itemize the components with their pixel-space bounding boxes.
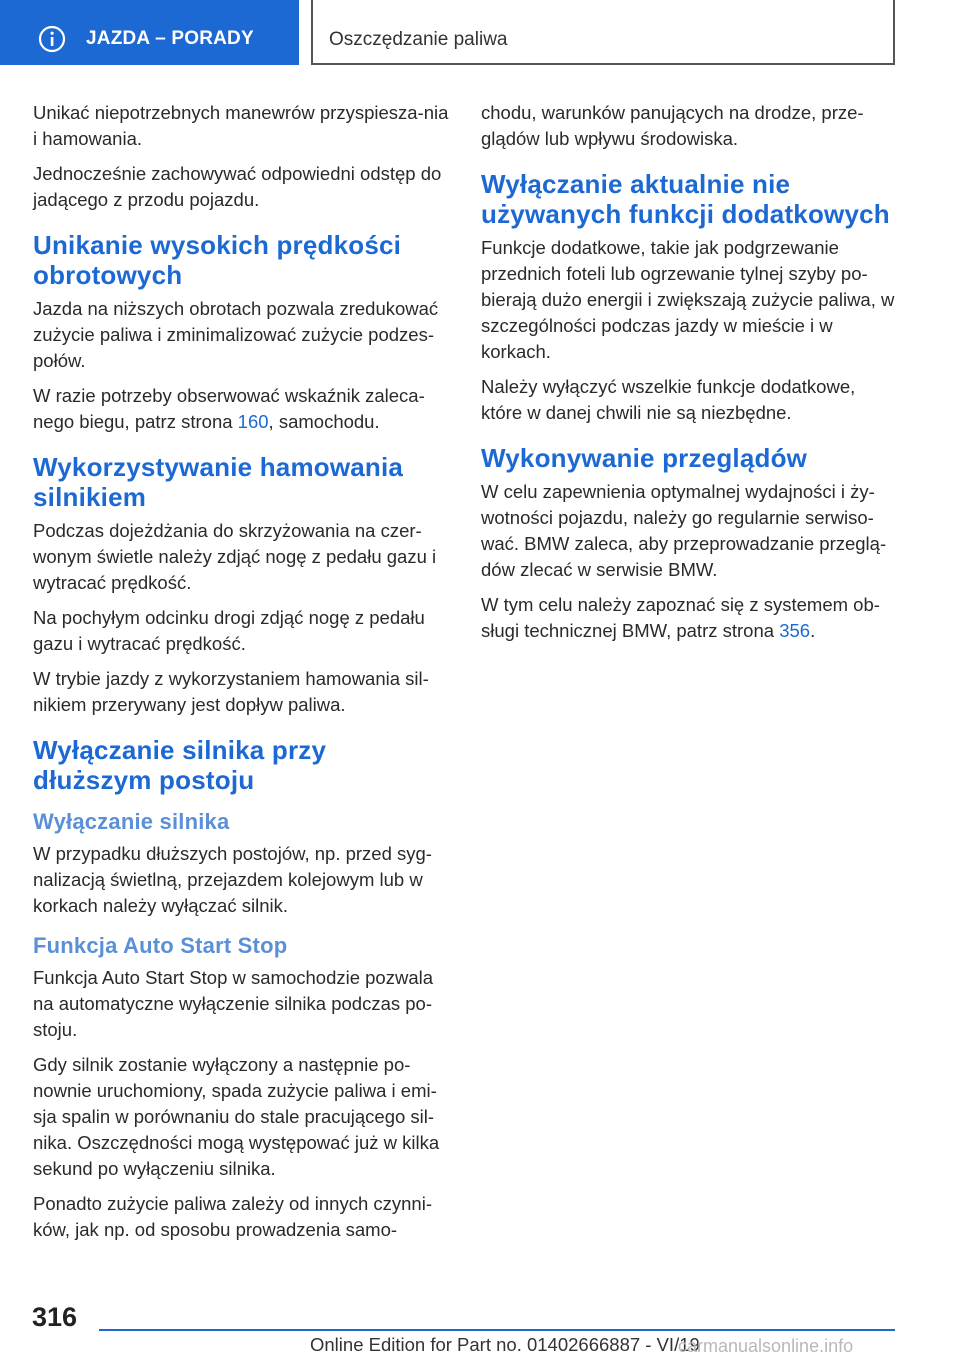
paragraph-service-link xyxy=(481,592,899,644)
heading-extra-functions: Wyłączanie aktualnie nie używanych funkcji dodatkowych xyxy=(481,169,890,229)
paragraph: Jednocześnie zachowywać odpowiedni odstęp do jadącego z przodu pojazdu. xyxy=(33,163,442,210)
subheading-auto-start-stop: Funkcja Auto Start Stop xyxy=(33,933,288,958)
paragraph: Funkcje dodatkowe, takie jak podgrzewanie przednich foteli lub ogrzewanie tylnej szyby po‐bierają dużo energii i zwiększają zużycie paliwa, w szczególności podczas jazdy w mieście i w korkach. xyxy=(481,237,895,362)
paragraph: W celu zapewnienia optymalnej wydajności i ży‐wotności pojazdu, należy go regularnie serwiso‐wać. BMW zaleca, aby przeprowadzanie przeglą‐dów zlecać w serwisie BMW. xyxy=(481,481,887,580)
text: W tym celu należy zapoznać się z systemem ob‐sługi technicznej BMW, patrz strona xyxy=(481,594,880,641)
text: . xyxy=(810,620,816,641)
text: W razie potrzeby obserwować wskaźnik zaleca‐nego biegu, patrz strona xyxy=(33,385,425,432)
footer-divider xyxy=(99,1329,895,1331)
footer-edition: Online Edition for Part no. 01402666887 - VI/19 xyxy=(310,1334,700,1355)
watermark: carmanualsonline.info xyxy=(678,1336,854,1356)
page-link-356[interactable]: 356 xyxy=(779,620,811,641)
heading-engine-braking: Wykorzystywanie hamowania silnikiem xyxy=(33,452,404,512)
page-number: 316 xyxy=(32,1302,78,1332)
page-title-box xyxy=(311,0,895,65)
paragraph: W przypadku dłuższych postojów, np. przed syg‐nalizacją świetlną, przejazdem kolejowym lub w korkach należy wyłączać silnik. xyxy=(33,843,432,916)
heading-engine-stop: Wyłączanie silnika przy dłuższym postoju xyxy=(33,735,327,795)
info-icon xyxy=(38,25,66,53)
paragraph: Jazda na niższych obrotach pozwala zredukować zużycie paliwa i zminimalizować zużycie podzes‐połów. xyxy=(33,298,439,371)
paragraph: Ponadto zużycie paliwa zależy od innych czynni‐ków, jak np. od sposobu prowadzenia samo‐ xyxy=(33,1193,432,1240)
paragraph: Gdy silnik zostanie wyłączony a następnie po‐nownie uruchomiony, spada zużycie paliwa i emi‐sja spalin w porównaniu do stale pracującego sil‐nika. Oszczędności mogą występować już w kilka sekund po wyłączeniu silnika. xyxy=(33,1054,440,1179)
paragraph: Należy wyłączyć wszelkie funkcje dodatkowe, które w danej chwili nie są niezbędne. xyxy=(481,376,856,423)
heading-service: Wykonywanie przeglądów xyxy=(481,443,808,473)
paragraph: W trybie jazdy z wykorzystaniem hamowania sil‐nikiem przerywany jest dopływ paliwa. xyxy=(33,668,429,715)
page-title: Oszczędzanie paliwa xyxy=(329,29,508,50)
subheading-engine-off: Wyłączanie silnika xyxy=(33,809,230,834)
section-label: JAZDA – PORADY xyxy=(86,28,254,49)
paragraph-gear-indicator xyxy=(33,383,451,435)
paragraph: chodu, warunków panujących na drodze, prze‐glądów lub wpływu środowiska. xyxy=(481,102,864,149)
paragraph: Na pochyłym odcinku drogi zdjąć nogę z pedału gazu i wytracać prędkość. xyxy=(33,607,425,654)
paragraph: Funkcja Auto Start Stop w samochodzie pozwala na automatyczne wyłączenie silnika podczas po‐stoju. xyxy=(33,967,434,1040)
right-column xyxy=(481,100,899,653)
page-link-160[interactable]: 160 xyxy=(237,411,269,432)
section-tab xyxy=(0,0,299,65)
paragraph: Unikać niepotrzebnych manewrów przyspiesza‐nia i hamowania. xyxy=(33,102,449,149)
text: , samochodu. xyxy=(268,411,380,432)
paragraph: Podczas dojeżdżania do skrzyżowania na czer‐wonym świetle należy zdjąć nogę z pedału gazu i wytracać prędkość. xyxy=(33,520,437,593)
left-column xyxy=(33,100,451,1252)
heading-high-rpm: Unikanie wysokich prędkości obrotowych xyxy=(33,230,402,290)
